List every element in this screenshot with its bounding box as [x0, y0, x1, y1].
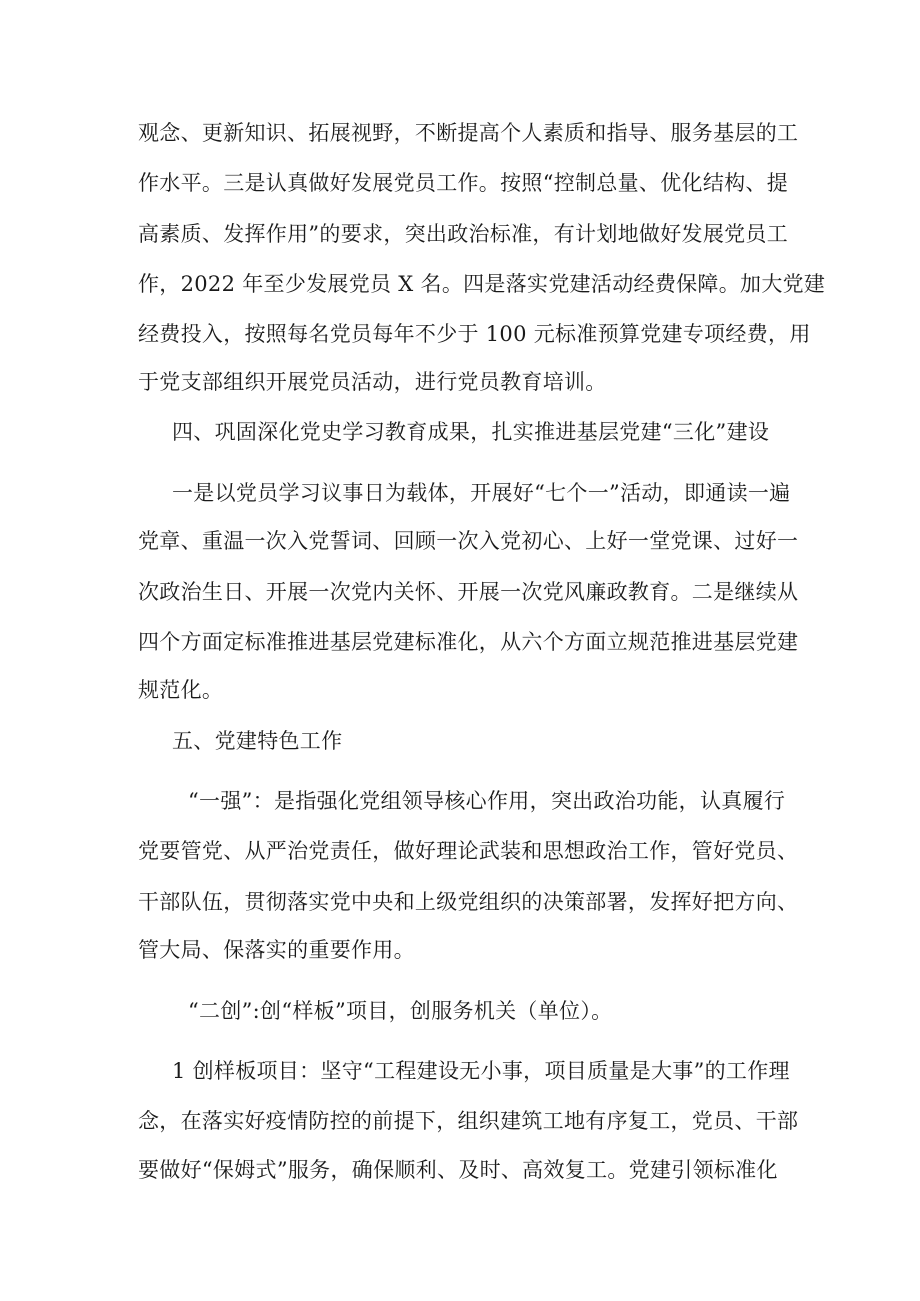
paragraph-line: 高素质、发挥作用”的要求，突出政治标准，有计划地做好发展党员工 — [138, 222, 789, 246]
paragraph-line: “一强”：是指强化党组领导核心作用，突出政治功能，认真履行 — [188, 789, 786, 813]
paragraph-line: 1 创样板项目：坚守“工程建设无小事，项目质量是大事”的工作理 — [172, 1059, 790, 1083]
paragraph-line: 四个方面定标准推进基层党建标准化，从六个方面立规范推进基层党建 — [138, 630, 799, 654]
paragraph-line: 干部队伍，贯彻落实党中央和上级党组织的决策部署，发挥好把方向、 — [138, 890, 799, 914]
paragraph-line: 观念、更新知识、拓展视野，不断提高个人素质和指导、服务基层的工 — [138, 121, 799, 145]
paragraph-line: 经费投入，按照每名党员每年不少于 100 元标准预算党建专项经费，用 — [138, 322, 811, 346]
paragraph-line: 于党支部组织开展党员活动，进行党员教育培训。 — [138, 370, 607, 394]
paragraph-line: 作水平。三是认真做好发展党员工作。按照“控制总量、优化结构、提 — [138, 171, 789, 195]
section-heading-four: 四、巩固深化党史学习教育成果，扎实推进基层党建“三化”建设 — [172, 420, 770, 444]
paragraph-line: 要做好“保姆式”服务，确保顺利、及时、高效复工。党建引领标准化 — [138, 1158, 778, 1182]
paragraph-line: 党章、重温一次入党誓词、回顾一次入党初心、上好一堂党课、过好一 — [138, 529, 799, 553]
paragraph-line: 作，2022 年至少发展党员 X 名。四是落实党建活动经费保障。加大党建 — [138, 272, 826, 296]
paragraph-line: 规范化。 — [138, 678, 224, 702]
paragraph-line: 党要管党、从严治党责任，做好理论武装和思想政治工作，管好党员、 — [138, 839, 799, 863]
section-heading-five: 五、党建特色工作 — [172, 729, 343, 753]
paragraph-line: 念，在落实好疫情防控的前提下，组织建筑工地有序复工，党员、干部 — [138, 1109, 799, 1133]
paragraph-line: “二创”:创“样板”项目，创服务机关（单位）。 — [188, 999, 613, 1023]
paragraph-line: 管大局、保落实的重要作用。 — [138, 938, 415, 962]
paragraph-line: 一是以党员学习议事日为载体，开展好“七个一”活动，即通读一遍 — [172, 481, 791, 505]
paragraph-line: 次政治生日、开展一次党内关怀、开展一次党风廉政教育。二是继续从 — [138, 580, 799, 604]
